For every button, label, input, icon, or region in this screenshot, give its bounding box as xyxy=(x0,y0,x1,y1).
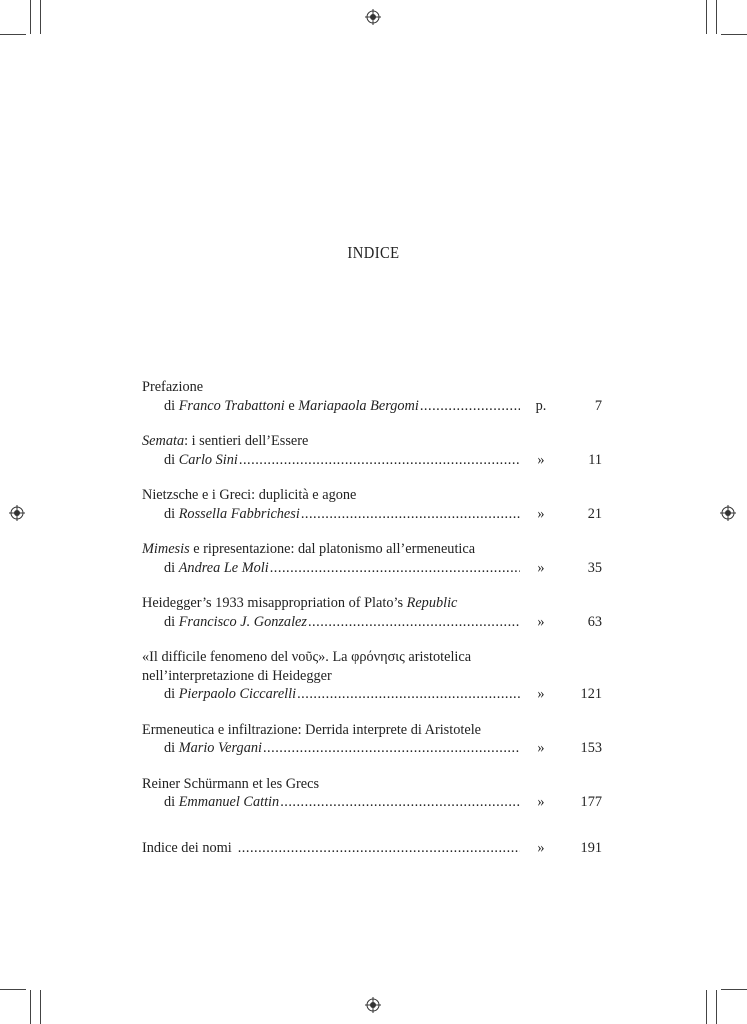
crop-mark xyxy=(0,34,26,35)
crosshair-target-icon xyxy=(365,997,381,1013)
page-marker: » xyxy=(537,559,545,576)
toc-entry xyxy=(142,775,602,812)
page-number: 63 xyxy=(587,613,602,630)
page-marker: » xyxy=(537,740,545,756)
leader-dots xyxy=(263,739,520,758)
toc-entry-author: di Franco Trabattoni e Mariapaola Bergomi xyxy=(164,397,419,414)
toc-entry-author: di Andrea Le Moli xyxy=(164,559,269,576)
leader-dots xyxy=(301,505,520,524)
toc-entry-title: Reiner Schürmann et les Grecs xyxy=(142,775,320,792)
toc-entry xyxy=(142,432,602,469)
crop-mark xyxy=(40,0,41,34)
toc-entry-title: «Il difficile fenomeno del νοῦς». La φρόνησις aristotelica xyxy=(142,649,472,665)
toc-entry-author: di Carlo Sini xyxy=(164,451,238,468)
toc-entry-title: Prefazione xyxy=(142,379,204,395)
toc-entry-author: di Pierpaolo Ciccarelli xyxy=(164,686,297,702)
leader-dots xyxy=(308,613,520,632)
toc-entry-author: di Emmanuel Cattin xyxy=(164,794,280,810)
page-marker: » xyxy=(537,613,545,630)
page-number: 35 xyxy=(587,559,602,576)
crop-mark xyxy=(30,990,31,1024)
toc-entry-title: Mimesis e ripresentazione: dal platonismo all’ermeneutica xyxy=(142,541,476,557)
crop-mark xyxy=(721,989,747,990)
toc-entry xyxy=(142,594,602,631)
page-marker: » xyxy=(537,451,545,468)
toc-entry xyxy=(142,486,602,523)
page-number: 7 xyxy=(594,397,602,414)
toc-entry-title: Heidegger’s 1933 misappropriation of Plato’s Republic xyxy=(142,595,458,611)
page-marker: » xyxy=(537,794,545,810)
toc-entry xyxy=(142,540,602,577)
crop-mark xyxy=(706,990,707,1024)
crosshair-target-icon xyxy=(9,505,25,521)
leader-dots xyxy=(420,397,520,416)
page-number: 11 xyxy=(588,451,602,468)
toc-entry-author: di Mario Vergani xyxy=(164,740,262,756)
toc-entry-author: di Francisco J. Gonzalez xyxy=(164,613,307,630)
leader-dots xyxy=(297,685,520,704)
toc-entry xyxy=(142,839,602,858)
page-number: 177 xyxy=(580,794,602,810)
crop-mark xyxy=(30,0,31,34)
crop-mark xyxy=(721,34,747,35)
toc-entry xyxy=(142,721,602,758)
toc-entry-title: nell’interpretazione di Heidegger xyxy=(142,667,332,684)
crop-mark xyxy=(716,0,717,34)
page-marker: » xyxy=(537,505,545,522)
leader-dots xyxy=(280,793,520,812)
crop-mark xyxy=(0,989,26,990)
toc-entry-title: Indice dei nomi xyxy=(142,839,232,856)
crosshair-target-icon xyxy=(365,9,381,25)
toc-entry xyxy=(142,378,602,415)
crop-mark xyxy=(706,0,707,34)
toc-entry-title: Semata: i sentieri dell’Essere xyxy=(142,433,309,449)
toc-entry-author: di Rossella Fabbrichesi xyxy=(164,505,300,522)
crop-mark xyxy=(40,990,41,1024)
crosshair-target-icon xyxy=(720,505,736,521)
page-number: 153 xyxy=(580,740,602,756)
crop-mark xyxy=(716,990,717,1024)
page-number: 121 xyxy=(580,686,602,702)
toc-entry-title: Nietzsche e i Greci: duplicità e agone xyxy=(142,487,357,503)
page-title: INDICE xyxy=(347,243,400,262)
table-of-contents xyxy=(142,378,602,874)
leader-dots xyxy=(239,451,520,470)
toc-entry xyxy=(142,648,602,704)
page-marker: p. xyxy=(535,397,547,414)
toc-entry-title: Ermeneutica e infiltrazione: Derrida interprete di Aristotele xyxy=(142,721,482,738)
leader-dots xyxy=(270,559,520,578)
leader-dots xyxy=(238,839,520,858)
page-marker: » xyxy=(537,839,545,856)
page-number: 21 xyxy=(587,505,602,522)
page-marker: » xyxy=(537,686,545,702)
page-number: 191 xyxy=(580,839,602,856)
